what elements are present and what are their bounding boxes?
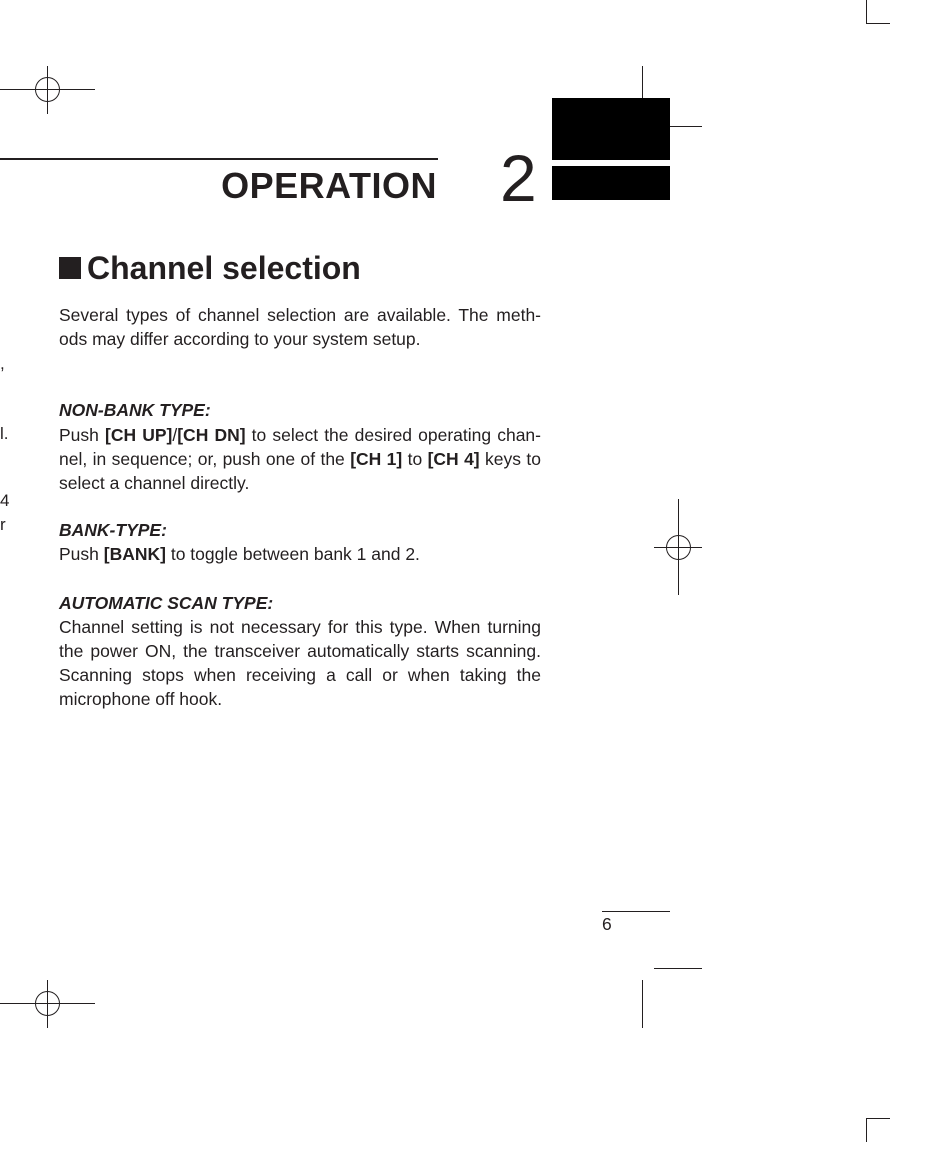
- chapter-tab-upper: [552, 98, 670, 160]
- page-number: 6: [602, 914, 612, 934]
- registration-mark-bottom-v: [642, 980, 643, 1028]
- section-title: Channel selection: [87, 250, 361, 286]
- chapter-rule: [0, 158, 438, 160]
- bank-paragraph: Push [BANK] to toggle between bank 1 and 2.: [59, 544, 420, 564]
- edge-fragment: r: [0, 515, 6, 534]
- key-ch-up: [CH UP]: [105, 425, 173, 445]
- non-bank-heading: NON-BANK TYPE:: [59, 400, 211, 420]
- bank-heading: BANK-TYPE:: [59, 520, 167, 540]
- auto-scan-heading: AUTOMATIC SCAN TYPE:: [59, 593, 274, 613]
- edge-fragment: 4: [0, 491, 10, 510]
- key-ch-4: [CH 4]: [427, 449, 480, 469]
- key-ch-dn: [CH DN]: [177, 425, 246, 445]
- section-heading: [59, 248, 361, 288]
- edge-fragment: l.: [0, 424, 9, 443]
- crop-mark-top-right-h: [866, 23, 890, 24]
- crop-mark-bottom-right-v: [866, 1118, 867, 1142]
- chapter-number: 2: [500, 141, 537, 215]
- crop-mark-top-right-v: [866, 0, 867, 23]
- key-bank: [BANK]: [103, 544, 166, 564]
- registration-mark-top-v: [642, 66, 643, 98]
- edge-fragment: ,: [0, 354, 5, 373]
- section-square-icon: [59, 257, 81, 279]
- crop-mark-bottom-right-h: [866, 1118, 890, 1119]
- registration-mark-bottom-h: [654, 968, 702, 969]
- intro-paragraph: Several types of channel selection are available. The meth- ods may differ according to your system setup.: [59, 305, 541, 349]
- page-number-rule: [602, 911, 670, 912]
- chapter-tab-lower: [552, 166, 670, 200]
- chapter-title: OPERATION: [221, 165, 437, 206]
- auto-scan-paragraph: Channel setting is not necessary for this type. When turning the power ON, the transceiver automatically starts scanning. Scanning stops when receiving a call or when taking the microphone off hook.: [59, 617, 541, 709]
- non-bank-paragraph: Push [CH UP]/[CH DN] to select the desired operating chan- nel, in sequence; or, push one of the [CH 1] to [CH 4] keys to select a channel directly.: [59, 425, 541, 493]
- key-ch-1: [CH 1]: [350, 449, 403, 469]
